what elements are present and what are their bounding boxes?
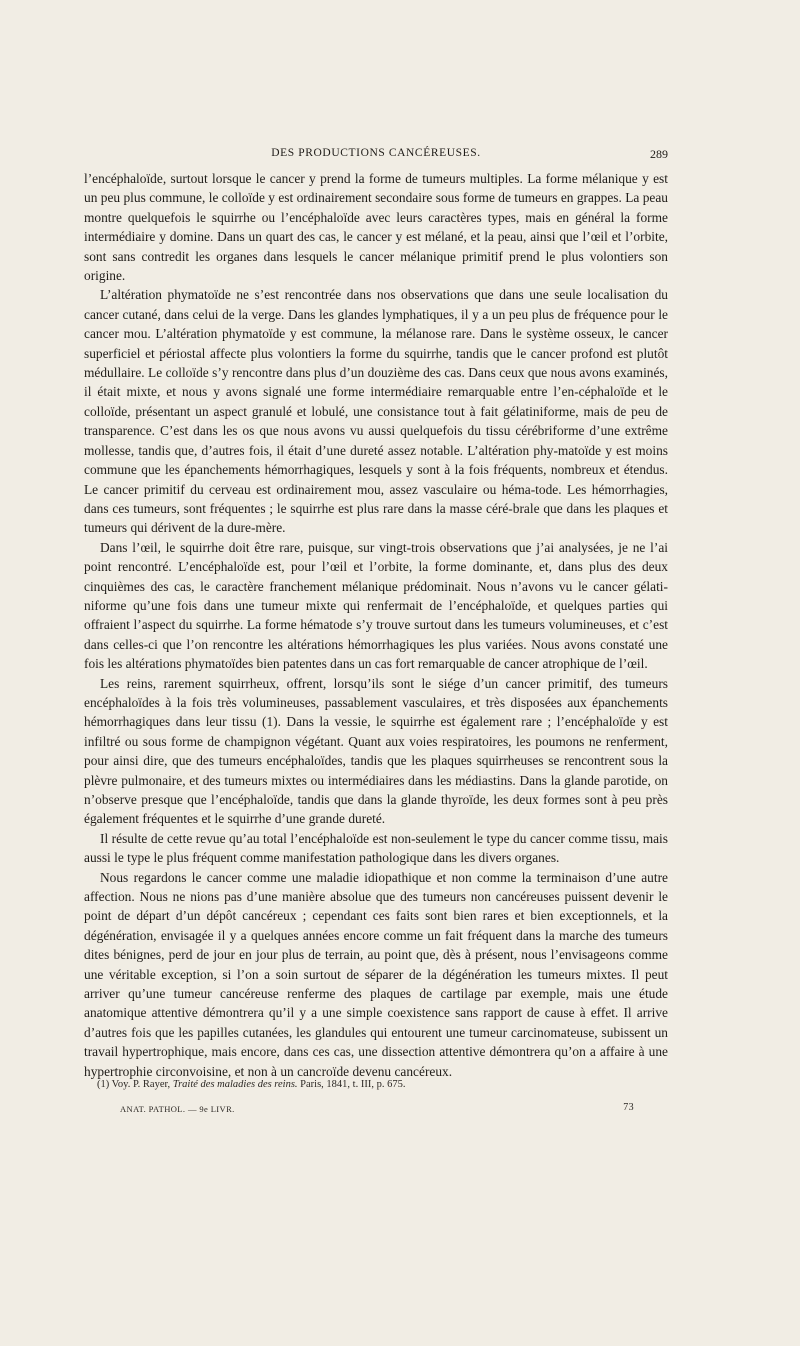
paragraph: l’encéphaloïde, surtout lorsque le cancer y prend la forme de tumeurs multiples. La forme mélanique y est un peu plus commune, le colloïde y est ordinairement secondaire sous forme de tumeurs en grappes. La peau montre quelquefois le squirrhe ou l’encéphaloïde avec leurs caractères types, mais en général la forme intermédiaire y domine. Dans un quart des cas, le cancer y est mélané, et la peau, ainsi que l’œil et l’orbite, sont sans contredit les organes dans lesquels le cancer mélanique primitif prend le plus volontiers son origine. [84,171,668,284]
running-title: DES PRODUCTIONS CANCÉREUSES. [271,147,481,159]
signature-line [120,1102,668,1116]
footnote-title: Traité des maladies des reins. [172,1079,298,1090]
page-number: 289 [650,147,668,161]
paragraph: Les reins, rarement squirrheux, offrent, lorsqu’ils sont le siége d’un cancer primitif, des tumeurs encéphaloïdes à la fois très volumineuses, passablement vasculaires, et très disposées aux épanchements hémorrhagiques dans leur tissu (1). Dans la vessie, le squirrhe est également rare ; l’encéphaloïde y est infiltré ou sous forme de champignon végétant. Quant aux voies respiratoires, les poumons ne renferment, pour ainsi dire, que des tumeurs encéphaloïdes, tandis que les plaques squirrheuses se rencontrent sous la plèvre pulmonaire, et des tumeurs mixtes ou intermédiaires dans les médiastins. Dans la glande parotide, on n’observe presque que l’encéphaloïde, tandis que dans la glande thyroïde, les deux formes sont à peu près également fréquentes et le squirrhe d’une grande dureté. [84,675,668,827]
footnote-prefix: (1) Voy. P. Rayer, [97,1079,171,1090]
footnote [97,1078,668,1092]
running-head [84,147,668,163]
body-text [84,169,668,1081]
footnote-suffix: Paris, 1841, t. III, p. 675. [300,1079,406,1090]
paragraph: Il résulte de cette revue qu’au total l’encéphaloïde est non-seulement le type du cancer comme tissu, mais aussi le type le plus fréquent comme manifestation pathologique dans les divers organes. [84,830,668,866]
signature-mark: ANAT. PATHOL. — 9e LIVR. [120,1104,235,1114]
paragraph: Nous regardons le cancer comme une maladie idiopathique et non comme la terminaison d’une autre affection. Nous ne nions pas d’une manière absolue que des tumeurs non cancéreuses puissent devenir le point de départ d’un dépôt cancéreux ; cependant ces faits sont bien rares et bien exceptionnels, et la dégénération, envisagée il y a quelques années encore comme un fait fréquent dans la marche des tumeurs dites bénignes, perd de jour en jour plus de terrain, au point que, dès à présent, nous l’envisageons comme une véritable exception, si l’on a soin surtout de séparer de la dégénération les tumeurs mixtes. Il peut arriver qu’une tumeur cancéreuse renferme des plaques de cartilage par exemple, mais une étude anatomique attentive démontrera qu’il y a une simple coexistence sans rapport de cause à effet. Il arrive d’autres fois que les papilles cutanées, les glandules qui entourent une tumeur carcinomateuse, subissent un travail hypertrophique, mais encore, dans ces cas, une dissection attentive démontrera qu’on a affaire à une hypertrophie circonvoisine, et non à un cancroïde devenu cancéreux. [84,869,668,1079]
paragraph: Dans l’œil, le squirrhe doit être rare, puisque, sur vingt-trois observations que j’ai analysées, je ne l’ai point rencontré. L’encéphaloïde est, pour l’œil et l’orbite, la forme dominante, et, dans plus des deux cinquièmes des cas, le caractère franchement mélanique prédominait. Nous n’avons vu le cancer gélati-niforme qu’une fois dans une tumeur mixte qui renfermait de l’encéphaloïde, et quelques parties qui offraient l’aspect du squirrhe. La forme hématode s’y trouve surtout dans les tumeurs volumineuses, et c’est dans celles-ci que l’on rencontre les altérations hémorrhagiques les plus variées. Nous avons constaté une fois les altérations phymatoïdes bien patentes dans un cas fort remarquable de cancer atrophique de l’œil. [84,539,668,672]
paragraph: L’altération phymatoïde ne s’est rencontrée dans nos observations que dans une seule localisation du cancer cutané, dans celui de la verge. Dans les glandes lymphatiques, il y a un peu plus de fréquence pour le cancer mou. L’altération phymatoïde y est commune, la mélanose rare. Dans le système osseux, le cancer superficiel et périostal affecte plus volontiers la forme du squirrhe, tandis que le cancer profond est plutôt médullaire. Le colloïde s’y rencontre dans plus d’un douzième des cas. Dans ceux que nous avons examinés, il était mixte, et nous y avons signalé une forme intermédiaire remarquable entre l’en-céphaloïde et le colloïde, présentant un aspect granulé et lobulé, une consistance tout à fait gélatiniforme, mais de peu de transparence. C’est dans les os que nous avons vu aussi quelquefois du tissu cérébriforme d’une extrême mollesse, tandis que, d’autres fois, il était d’une dureté assez notable. L’altération phy-matoïde y est moins commune que les épanchements hémorrhagiques, lesquels y sont à la fois fréquents, nombreux et étendus. Le cancer primitif du cerveau est ordinairement mou, assez vasculaire ou héma-tode. Les hémorrhagies, dans ces tumeurs, sont fréquentes ; le squirrhe est plus rare dans la masse céré-brale que dans les plaques et tumeurs qui dérivent de la dure-mère. [84,287,668,536]
sheet-number: 73 [623,1102,634,1113]
